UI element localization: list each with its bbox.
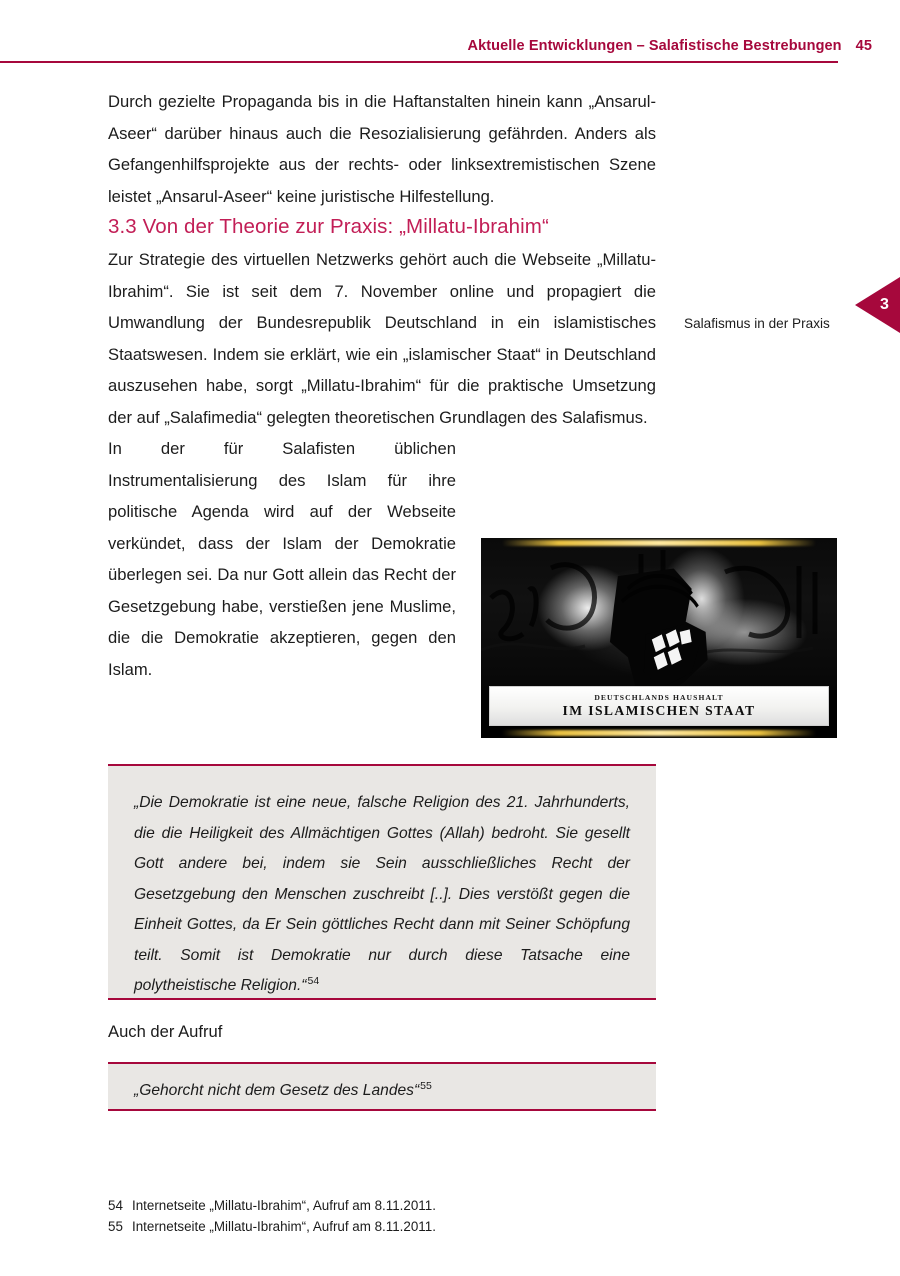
interstitial-text: Auch der Aufruf bbox=[108, 1022, 223, 1041]
section-heading: 3.3 Von der Theorie zur Praxis: „Millatu-Ibrahim“ bbox=[108, 215, 549, 238]
figure-caption-small: DEUTSCHLANDS HAUSHALT bbox=[594, 693, 724, 702]
figure-millatu-ibrahim-banner bbox=[481, 538, 837, 738]
figure-caption-large: IM ISLAMISCHEN STAAT bbox=[562, 703, 756, 718]
quote-body: „Gehorcht nicht dem Gesetz des Landes“ bbox=[134, 1082, 420, 1099]
page-number: 45 bbox=[855, 38, 872, 54]
running-head bbox=[0, 38, 872, 54]
margin-note: Salafismus in der Praxis bbox=[684, 316, 830, 331]
footnotes bbox=[108, 1196, 668, 1237]
paragraph-3: In der für Salafisten üblichen Instrumentalisierung des Islam für ihre politische Agenda wird auf der Webseite verkündet, dass der Islam der Demokratie überlegen sei. Da nur Gott allein das Recht der Gesetzgebung habe, verstießen jene Muslime, die die Demokratie akzeptieren, gegen den Islam. bbox=[108, 439, 456, 679]
chapter-tab-number: 3 bbox=[880, 296, 889, 313]
footnote-text: Internetseite „Millatu-Ibrahim“, Aufruf am 8.11.2011. bbox=[132, 1198, 436, 1213]
footnote-text: Internetseite „Millatu-Ibrahim“, Aufruf am 8.11.2011. bbox=[132, 1218, 436, 1234]
quote-body: „Die Demokratie ist eine neue, falsche Religion des 21. Jahrhunderts, die die Heiligkeit des Allmächtigen Gottes (Allah) bedroht. Sie gesellt Gott andere bei, indem sie Sein ausschließliches Recht der Gesetzgebung den Menschen zuschreibt [..]. Dies verstößt gegen die Einheit Gottes, da Er Sein göttliches Recht dann mit Seiner Schöpfung teilt. Somit ist Demokratie nur durch diese Tatsache eine polytheistische Religion.“ bbox=[134, 794, 630, 994]
footnote-item bbox=[108, 1217, 668, 1238]
quote-text bbox=[108, 766, 656, 1020]
figure-top-glow bbox=[502, 540, 815, 546]
paragraph-1: Durch gezielte Propaganda bis in die Haftanstalten hinein kann „Ansarul-Aseer“ darüber hinaus auch die Resozialisierung gefährden. Anders als Gefangenhilfsprojekte aus der rechts- oder linksextremistischen Szene leistet „Ansarul-Aseer“ keine juristische Hilfestellung. bbox=[108, 92, 656, 206]
footnote-number: 54 bbox=[108, 1198, 123, 1213]
running-head-title: Aktuelle Entwicklungen – Salafistische Bestrebungen bbox=[467, 38, 842, 54]
quote-text bbox=[108, 1064, 656, 1119]
quote-box bbox=[108, 1062, 656, 1111]
figure-caption-bar bbox=[489, 686, 829, 726]
quote-box bbox=[108, 764, 656, 1000]
header-rule bbox=[0, 61, 838, 63]
footnote-number: 55 bbox=[108, 1218, 123, 1234]
footnote-item bbox=[108, 1196, 668, 1217]
chapter-tab bbox=[855, 277, 900, 333]
paragraph-2: Zur Strategie des virtuellen Netzwerks gehört auch die Webseite „Millatu-Ibrahim“. Sie ist seit dem 7. November online und propagiert die Umwandlung der Bundesrepublik Deutschland in ein islamistisches Staatswesen. Indem sie erklärt, wie ein „islamischer Staat“ in Deutschland auszusehen habe, sorgt „Millatu-Ibrahim“ für die praktische Umsetzung der auf „Salafimedia“ gelegten theoretischen Grundlagen des Salafismus. bbox=[108, 250, 656, 427]
footnote-reference: 55 bbox=[420, 1079, 432, 1092]
figure-bottom-glow bbox=[502, 730, 815, 736]
footnote-reference: 54 bbox=[307, 974, 320, 987]
